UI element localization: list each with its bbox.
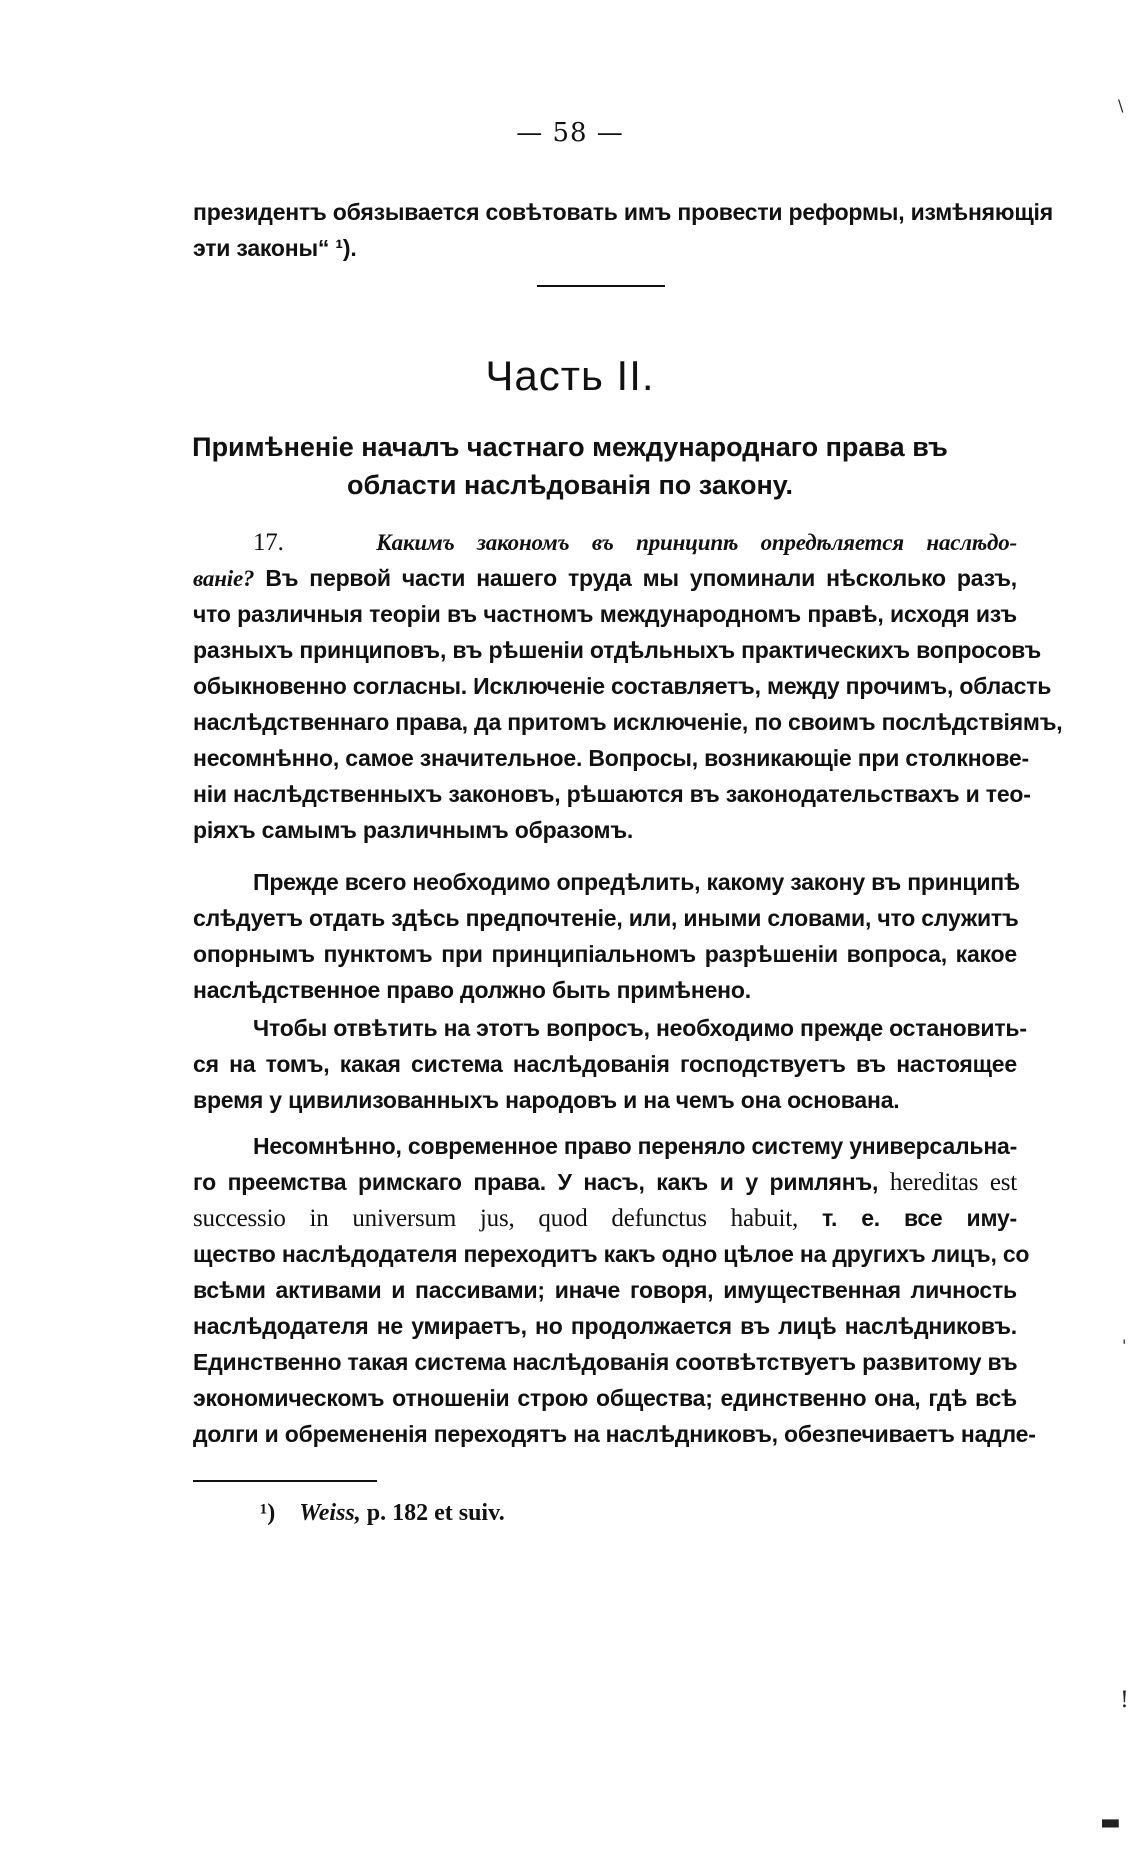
footnote-marker: ¹) [260,1500,276,1526]
body-line: слѣдуетъ отдать здѣсь предпочтеніе, или, иными словами, что служитъ [193,905,1019,931]
footnote [260,1500,505,1527]
body-line: экономическомъ отношеніи строю общества; единственно она, гдѣ всѣ [193,1385,1017,1411]
body-line: время у цивилизованныхъ народовъ и на чемъ она основана. [193,1087,900,1113]
section-number: 17. [253,529,284,556]
body-line: щество наслѣдодателя переходитъ какъ одно цѣлое на другихъ лицъ, со [193,1241,1030,1267]
section-title-end: ваніе? [193,566,255,591]
section-17-second-line [193,560,1017,596]
scan-artifact: ' [1122,1336,1127,1355]
intro-line: эти законы“ ¹). [193,235,357,261]
page-number: — 58 — [516,118,624,148]
part-heading-line1: Примѣненіе началъ частнаго международнаго права въ [192,432,948,462]
footnote-ref: p. 182 et suiv. [360,1500,505,1526]
section-text: Въ первой части нашего труда мы упоминали нѣсколько разъ, [265,565,1017,591]
part-heading-line2: области наслѣдованія по закону. [347,470,793,500]
body-text: т. е. все иму- [798,1205,1018,1231]
body-line: разныхъ принциповъ, въ рѣшеніи отдѣльныхъ практическихъ вопросовъ [193,637,1042,663]
part-title: Часть II. [485,352,655,399]
body-line: наслѣдственное право должно быть примѣнено. [193,977,751,1003]
body-line: Единственно такая система наслѣдованія соотвѣтствуетъ развитому въ [193,1349,1018,1375]
footnote-divider [193,1480,377,1482]
body-line: что различныя теоріи въ частномъ международномъ правѣ, исходя изъ [193,601,1017,627]
body-line: обыкновенно согласны. Исключеніе составляетъ, между прочимъ, область [193,673,1052,699]
section-17-first-line [193,524,1017,560]
body-line: ніи наслѣдственныхъ законовъ, рѣшаются въ законодательствахъ и тео- [193,781,1031,807]
scan-artifact: ! [1120,1688,1129,1713]
scan-artifact: ▬ [1100,1810,1121,1835]
body-line: Прежде всего необходимо опредѣлить, какому закону въ принципѣ [253,869,1020,895]
latin-phrase: hereditas est [889,1169,1017,1196]
scan-artifact: \ [1118,96,1124,115]
section-title: Какимъ закономъ въ принципѣ опредѣляется наслѣдо- [376,530,1017,555]
section-17 [193,524,1063,848]
body-line: ся на томъ, какая система наслѣдованія господствуетъ въ настоящее [193,1051,1017,1077]
body-line: Чтобы отвѣтить на этотъ вопросъ, необходимо прежде остановить- [253,1015,1027,1041]
paragraph-3 [193,1010,1027,1118]
body-line: опорнымъ пунктомъ при принципіальномъ разрѣшеніи вопроса, какое [193,941,1017,967]
body-line: Несомнѣнно, современное право переняло систему универсальна- [253,1133,1018,1159]
intro-line: президентъ обязывается совѣтовать имъ провести реформы, измѣняющія [193,199,1053,225]
body-line: несомнѣнно, самое значительное. Вопросы, возникающіе при столкнове- [193,745,1029,771]
body-line: всѣми активами и пассивами; иначе говоря, имущественная личность [193,1277,1017,1303]
body-line: наслѣдодателя не умираетъ, но продолжается въ лицѣ наслѣдниковъ. [193,1313,1017,1339]
latin-phrase: successio in universum jus, quod defunctus habuit, [193,1205,799,1232]
body-line-mixed [193,1164,1017,1200]
paragraph-4 [193,1128,1036,1452]
body-text: го преемства римскаго права. У насъ, какъ и у римлянъ, [193,1169,890,1195]
body-line: наслѣдственнаго права, да притомъ исключеніе, по своимъ послѣдствіямъ, [193,709,1063,735]
paragraph-2 [193,864,1020,1008]
footnote-author: Weiss, [299,1500,361,1526]
intro-paragraph [193,194,1053,266]
body-line: долги и обремененія переходятъ на наслѣдниковъ, обезпечиваетъ надле- [193,1421,1036,1447]
body-line-mixed [193,1200,1017,1236]
section-divider [537,285,665,287]
body-line: ріяхъ самымъ различнымъ образомъ. [193,817,634,843]
